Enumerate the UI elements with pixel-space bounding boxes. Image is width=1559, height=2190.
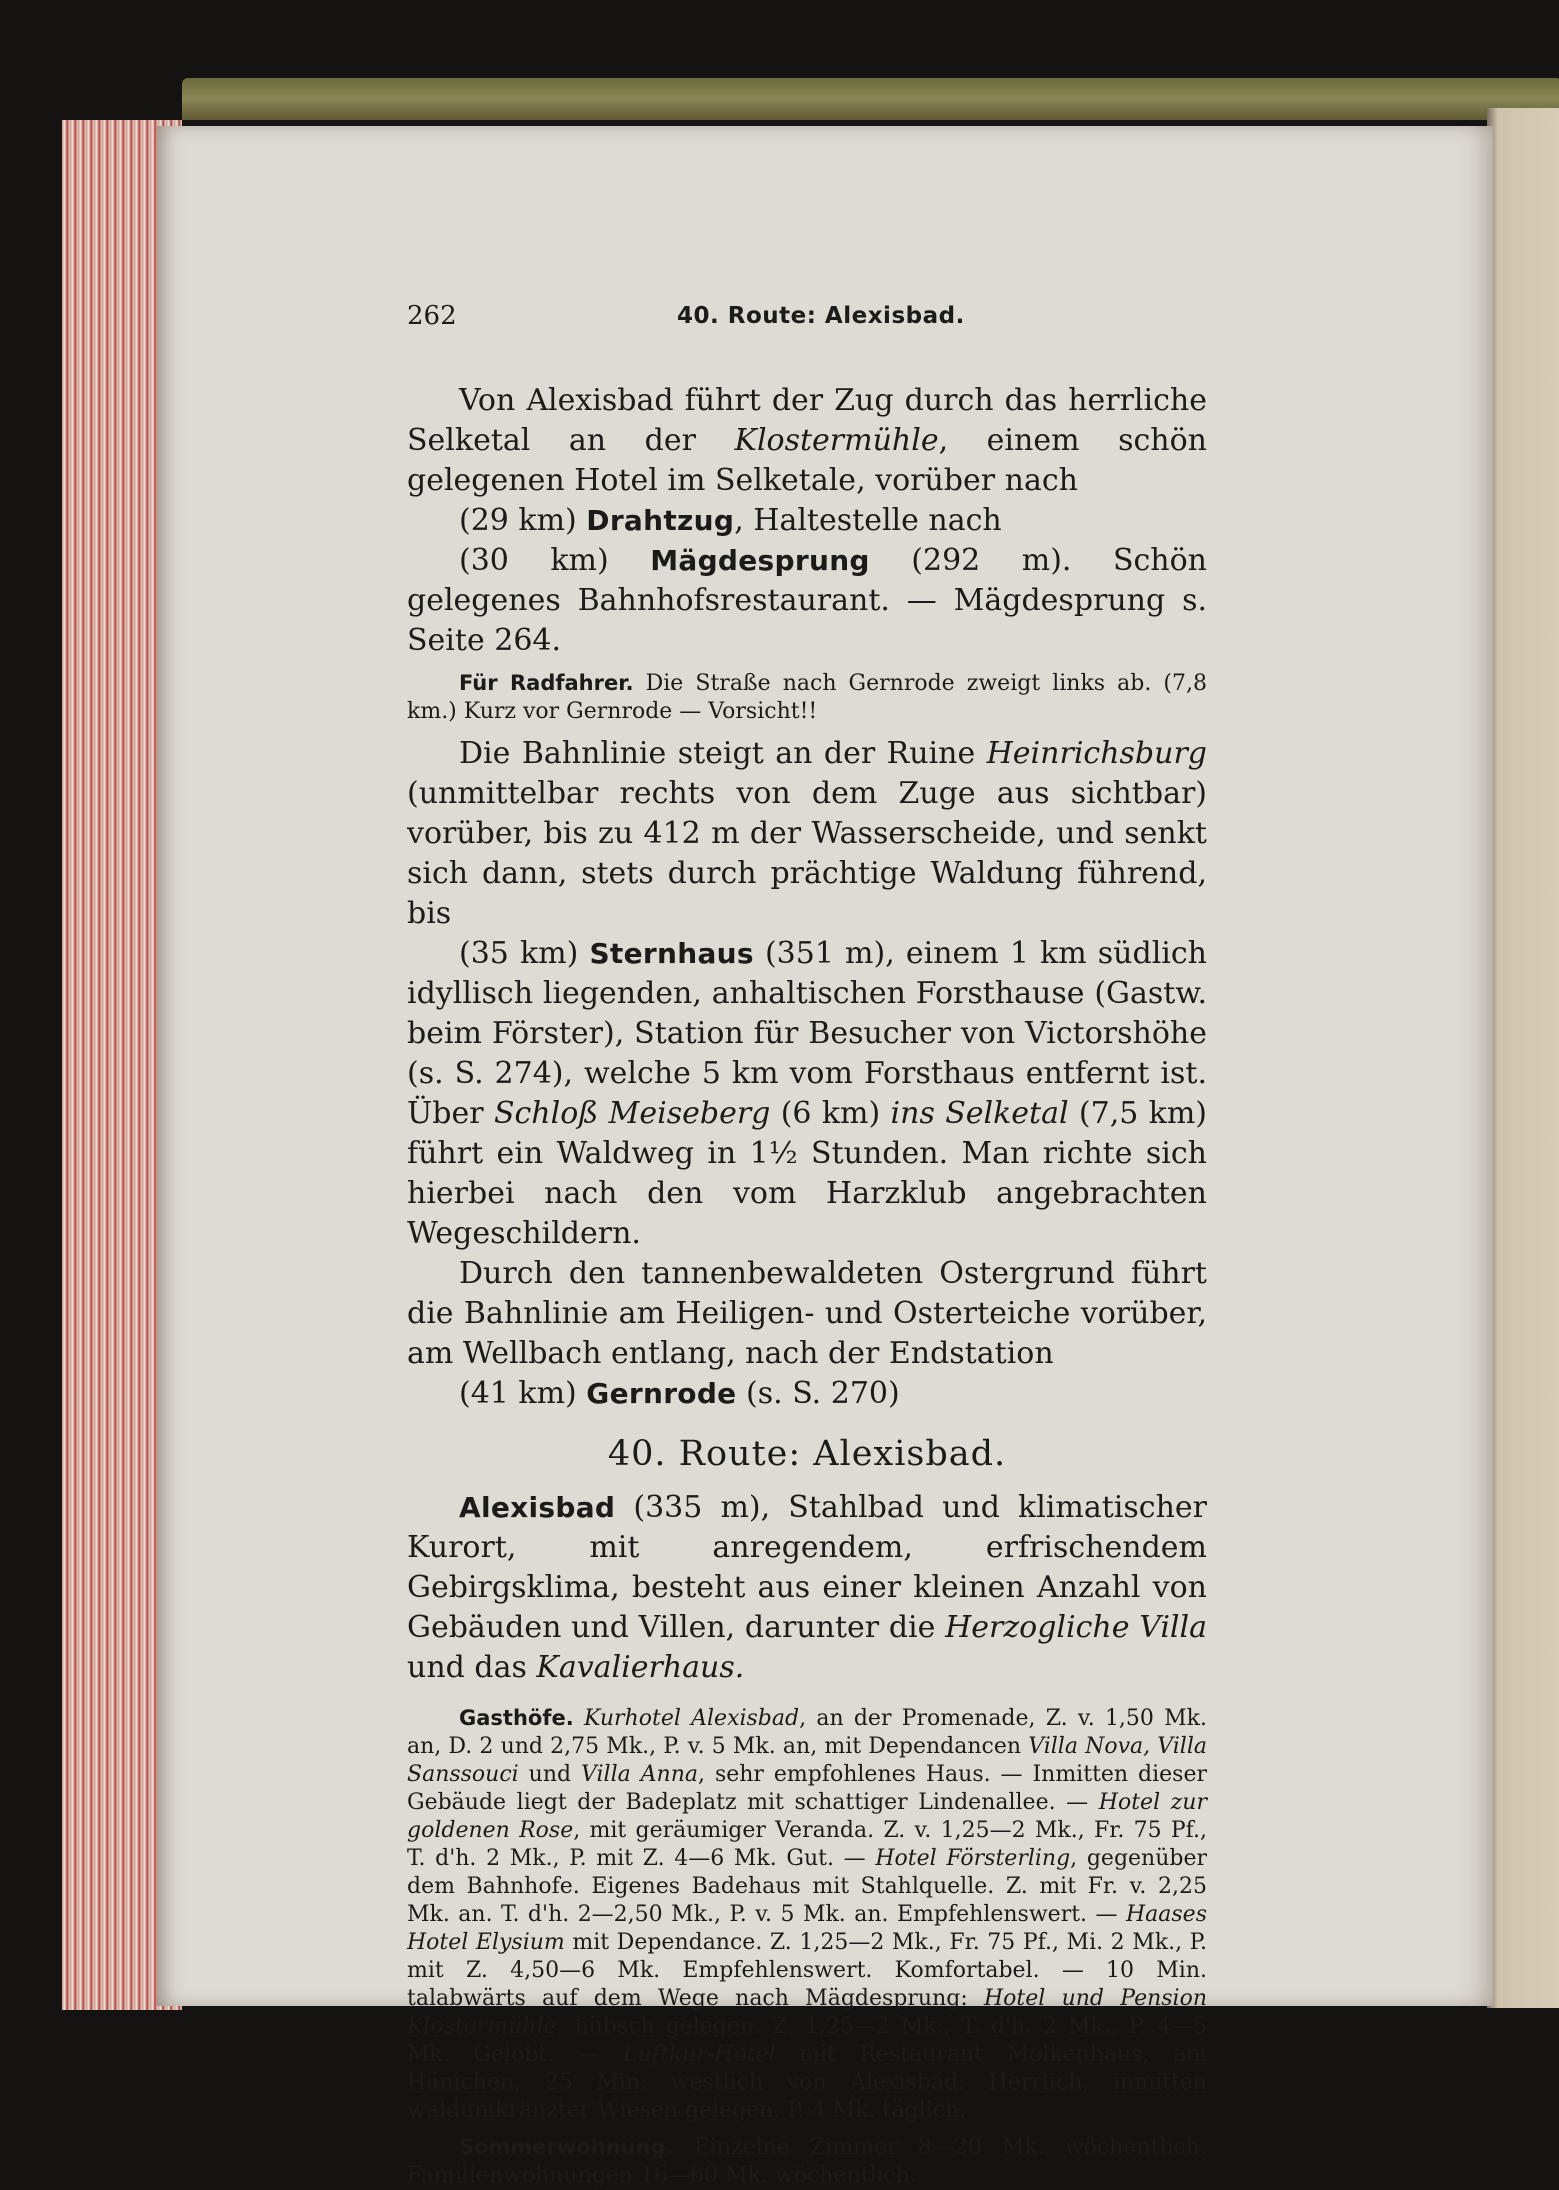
paragraph-alexisbad: Alexisbad (335 m), Stahlbad und klimatischer Kurort, mit anregendem, erfrischendem Gebirgsklima, besteht aus einer kleinen Anzahl von Gebäuden und Villen, darunter die Herzogliche Villa und das Kavalierhaus. <box>407 1490 1207 1685</box>
page-number: 262 <box>407 301 457 331</box>
right-page-edge <box>1487 108 1559 2008</box>
gasthoefe-list: Gasthöfe. Kurhotel Alexisbad, an der Promenade, Z. v. 1,50 Mk. an, D. 2 und 2,75 Mk., P. v. 5 Mk. an, mit Dependancen Villa Nova, Villa Sanssouci und Villa Anna, sehr empfohlenes Haus. — Inmitten dieser Gebäude liegt der Badeplatz mit schattiger Lindenallee. — Hotel zur goldenen Rose, mit geräumiger Veranda. Z. v. 1,25—2 Mk., Fr. 75 Pf., T. d'h. 2 Mk., P. mit Z. 4—6 Mk. Gut. — Hotel Försterling, gegenüber dem Bahnhofe. Eigenes Badehaus mit Stahlquelle. Z. mit Fr. v. 2,25 Mk. an. T. d'h. 2—2,50 Mk., P. v. 5 Mk. an. Empfehlenswert. — Haases Hotel Elysium mit Dependance. Z. 1,25—2 Mk., Fr. 75 Pf., Mi. 2 Mk., P. mit Z. 4,50—6 Mk. Empfehlenswert. Komfortabel. — 10 Min. talabwärts auf dem Wege nach Mägdesprung: Hotel und Pension Klostermühle, hübsch gelegen. Z. 1,25—2 Mk., T. d'h. 2 Mk., P. 4—5 Mk. Gelobt. — Luftkur-Hotel mit Restaurant Molkenhaus, am Hänichen, 25 Min. westlich von Alexisbad. Herrlich, inmitten waldumkränzter Wiesen gelegen. P. 4 Mk. täglich. <box>407 1706 1208 2123</box>
book-page <box>157 126 1493 2188</box>
section-heading: 40. Route: Alexisbad. <box>607 1434 1007 1474</box>
place-name: Alexisbad <box>459 1491 616 1524</box>
place-name: Mägdesprung <box>650 544 870 577</box>
page-content <box>407 301 1207 2190</box>
note-label: Für Radfahrer. <box>459 671 634 695</box>
stop-sternhaus: (35 km) Sternhaus (351 m), einem 1 km südlich idyllisch liegenden, anhaltischen Forsthause (Gastw. beim Förster), Station für Besucher von Victorshöhe (s. S. 274), welche 5 km vom Forsthaus entfernt ist. Über Schloß Meiseberg (6 km) ins Selketal (7,5 km) führt ein Waldweg in 1½ Stunden. Man richte sich hierbei nach den vom Harzklub angebrachten Wegeschildern. <box>407 936 1208 1251</box>
book <box>62 78 1559 2188</box>
paragraph-bahnlinie: Die Bahnlinie steigt an der Ruine Heinrichsburg (unmittelbar rechts von dem Zuge aus sichtbar) vorüber, bis zu 412 m der Wasserscheide, und senkt sich dann, stets durch prächtige Waldung führend, bis <box>407 736 1207 931</box>
running-head <box>407 301 1207 339</box>
gasthoefe-label: Gasthöfe. <box>459 1706 574 1730</box>
book-top-edge <box>182 78 1559 120</box>
place-name: Gernrode <box>586 1377 737 1410</box>
sommerwohnung-note: Sommerwohnung. Einzelne Zimmer 8—20 Mk. wöchentlich. Familienwohnungen 16—60 Mk. wöchentlich. <box>407 2135 1207 2188</box>
stop-drahtzug: (29 km) Drahtzug, Haltestelle nach <box>459 503 1002 538</box>
place-name: Sternhaus <box>589 937 754 970</box>
note-radfahrer: Für Radfahrer. Die Straße nach Gernrode zweigt links ab. (7,8 km.) Kurz vor Gernrode — Vorsicht!! <box>407 671 1207 724</box>
sommerwohnung-label: Sommerwohnung. <box>459 2135 674 2159</box>
place-name: Drahtzug <box>586 504 735 537</box>
paragraph-ostergrund: Durch den tannenbewaldeten Ostergrund führt die Bahnlinie am Heiligen- und Osterteiche vorüber, am Wellbach entlang, nach der Endstation <box>407 1256 1207 1371</box>
stop-maegdesprung: (30 km) Mägdesprung (292 m). Schön gelegenes Bahnhofsrestaurant. — Mägdesprung s. Seite 264. <box>407 543 1207 658</box>
stop-gernrode: (41 km) Gernrode (s. S. 270) <box>459 1376 900 1411</box>
running-title: 40. Route: Alexisbad. <box>677 303 965 329</box>
paragraph-selketal: Von Alexisbad führt der Zug durch das herrliche Selketal an der Klostermühle, einem schön gelegenen Hotel im Selketale, vorüber nach <box>407 383 1207 498</box>
